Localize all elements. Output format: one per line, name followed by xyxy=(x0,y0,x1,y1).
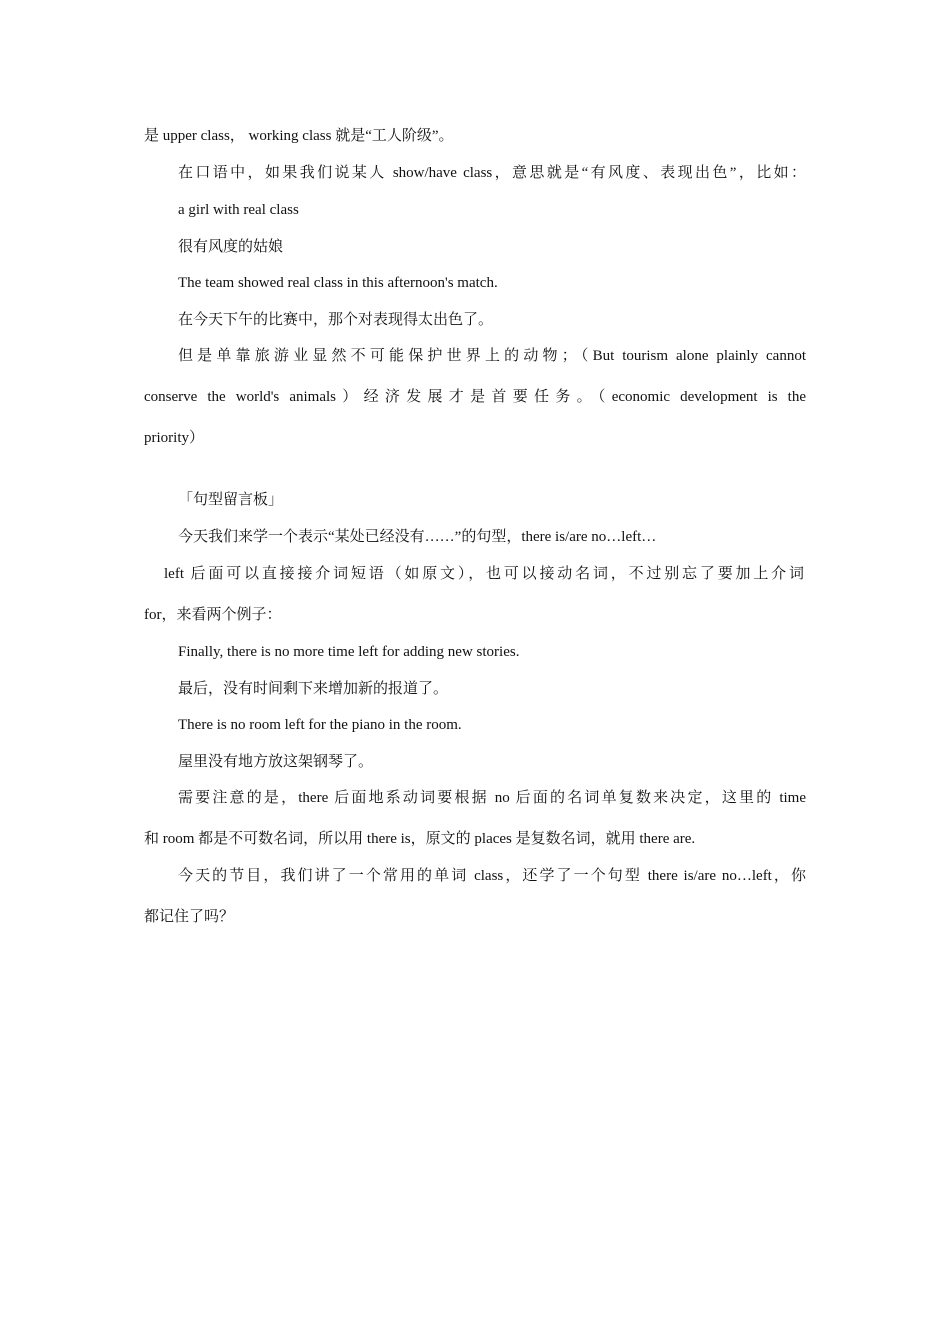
text-line-12: left 后面可以直接接介词短语（如原文），也可以接动名词，不过别忘了要加上介词 xyxy=(164,566,804,582)
text-line-18: 需要注意的是，there 后面地系动词要根据 no 后面的名词单复数来决定，这里的 time xyxy=(178,790,806,806)
example-chinese-2: 在今天下午的比赛中，那个对表现得太出色了。 xyxy=(178,312,494,328)
text-line-13: for，来看两个例子： xyxy=(144,607,282,623)
example-english-2: The team showed real class in this afternoon's match. xyxy=(178,275,498,291)
text-line-1: 是 upper class， working class 就是“工人阶级”。 xyxy=(144,128,454,144)
text-line-20: 今天的节目，我们讲了一个常用的单词 class，还学了一个句型 there is/are no…left，你 xyxy=(178,868,806,884)
example-chinese-4: 屋里没有地方放这架钢琴了。 xyxy=(178,754,374,770)
text-line-7: 但是单靠旅游业显然不可能保护世界上的动物；（But tourism alone plainly cannot xyxy=(178,348,806,364)
example-english-1: a girl with real class xyxy=(178,202,299,218)
text-line-2: 在口语中，如果我们说某人 show/have class，意思就是“有风度、表现出色”，比如： xyxy=(178,165,806,181)
text-line-21: 都记住了吗？ xyxy=(144,909,235,925)
section-heading: 「句型留言板」 xyxy=(178,492,284,508)
example-english-4: There is no room left for the piano in the room. xyxy=(178,717,462,733)
text-line-11: 今天我们来学一个表示“某处已经没有……”的句型，there is/are no…left… xyxy=(178,529,657,545)
text-line-19: 和 room 都是不可数名词，所以用 there is，原文的 places 是复数名词，就用 there are. xyxy=(144,831,696,847)
example-chinese-1: 很有风度的姑娘 xyxy=(178,239,284,255)
text-line-8: conserve the world's animals）经济发展才是首要任务。（economic development is the xyxy=(144,389,806,405)
text-line-9: priority） xyxy=(144,430,204,446)
example-chinese-3: 最后，没有时间剩下来增加新的报道了。 xyxy=(178,681,449,697)
example-english-3: Finally, there is no more time left for adding new stories. xyxy=(178,644,520,660)
